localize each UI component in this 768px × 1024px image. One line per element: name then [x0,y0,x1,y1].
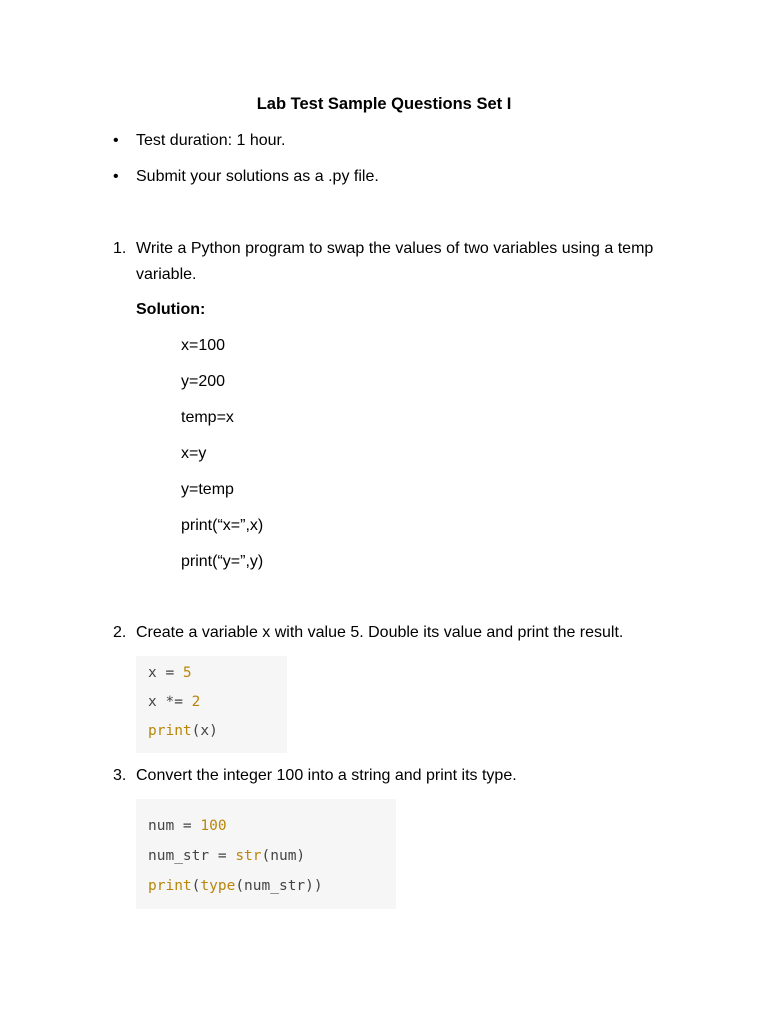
code-line: num_str = str(num) [148,848,306,864]
code-line: print(“x=”,x) [181,517,264,534]
bullet-marker: • [113,168,119,185]
page-title: Lab Test Sample Questions Set I [256,95,512,113]
bullet-marker: • [113,132,119,149]
code-line: x=100 [181,337,226,354]
question-text: Write a Python program to swap the values of two variables using a temp variable. [136,240,654,283]
code-block [136,799,396,909]
bullet-text: Test duration: 1 hour. [136,132,286,149]
question-text: Convert the integer 100 into a string and print its type. [136,767,517,784]
question-number: 1. [113,240,127,257]
code-line: num = 100 [148,818,227,834]
code-line: y=temp [181,481,234,498]
code-line: print(x) [148,723,218,739]
code-line: print(type(num_str)) [148,878,323,894]
code-line: x = 5 [148,665,192,681]
code-line: x *= 2 [148,694,201,710]
question-text: Create a variable x with value 5. Double its value and print the result. [136,624,624,641]
code-line: temp=x [181,409,234,426]
code-block [136,656,287,753]
question-number: 3. [113,767,127,784]
solution-label: Solution: [136,301,206,318]
code-line: x=y [181,445,207,462]
code-line: print(“y=”,y) [181,553,264,570]
code-line: y=200 [181,373,226,390]
question-number: 2. [113,624,127,641]
bullet-text: Submit your solutions as a .py file. [136,168,379,185]
